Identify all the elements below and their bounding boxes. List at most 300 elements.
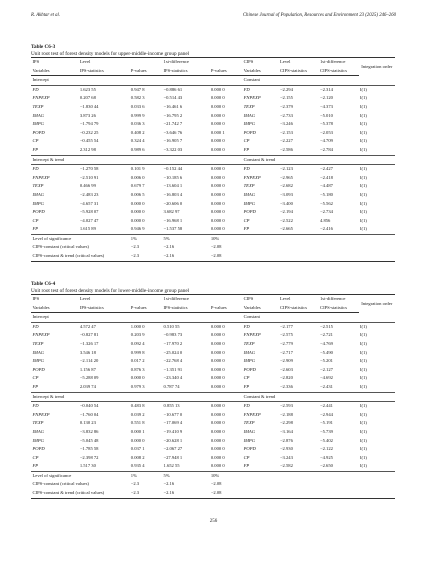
table-cell: 0.000 0 — [210, 437, 225, 443]
table-row — [31, 374, 395, 383]
table-cell: 4.572 47 — [79, 323, 96, 329]
table-cell: 4.856 — [320, 217, 331, 223]
table-cell: −2.483 23 — [79, 191, 99, 197]
table-cell: −16.803 4 — [163, 191, 183, 197]
column-header: CIPS-statistics — [319, 304, 359, 313]
table-cell: 0.000 0 — [130, 437, 145, 443]
section-label: Constant & trend — [242, 155, 395, 165]
variable-name: FP — [243, 146, 250, 152]
table-cell: −5.562 — [320, 200, 333, 206]
table-cell: −1.760 04 — [79, 411, 99, 417]
table-cell: I(1) — [360, 226, 367, 232]
variable-name: IMPG — [243, 358, 256, 364]
empty-cell — [242, 252, 395, 261]
significance-row — [31, 234, 395, 243]
variable-name: CP — [32, 375, 39, 381]
table-cell: 0.000 0 — [210, 454, 225, 460]
table-cell: −1.270 58 — [79, 166, 99, 172]
table-cell: 0.876 3 — [130, 366, 145, 372]
variable-name: TEXP — [243, 183, 255, 189]
table-cell: −5.402 — [320, 437, 333, 443]
table-cell: −2.820 — [279, 375, 293, 381]
table-cell: −2.586 — [279, 146, 293, 152]
table-cell: I(1) — [360, 454, 367, 460]
critical-value: −2.16 — [163, 490, 175, 496]
table-cell: −1.326 17 — [79, 340, 99, 346]
critical-value: −2.16 — [163, 244, 175, 250]
table-row — [31, 137, 395, 146]
table-cell: −3.322 03 — [163, 146, 183, 152]
table-cell: I(1) — [360, 86, 367, 92]
table-cell: 0.999 9 — [130, 112, 145, 118]
table-row — [31, 340, 395, 349]
table-cell: 0.006 5 — [130, 191, 145, 197]
variable-name: FD — [32, 403, 39, 409]
table-row — [31, 366, 395, 375]
section-row — [31, 155, 395, 165]
section-label: Constant — [242, 313, 395, 323]
variable-name: FNPEXP — [32, 411, 50, 417]
table-cell: 0.935 4 — [130, 463, 145, 469]
variable-name: IMAG — [243, 191, 256, 197]
table-cell: 1.000 0 — [130, 323, 145, 329]
table-row — [31, 129, 395, 138]
table-cell: −22.768 4 — [163, 358, 183, 364]
variable-name: FD — [32, 166, 39, 172]
empty-cell — [242, 243, 395, 252]
table2-caption — [31, 281, 189, 294]
table-cell: −19.410 9 — [163, 428, 183, 434]
column-header: CIPS-statistics — [278, 304, 318, 313]
variable-name: FD — [243, 323, 250, 329]
table-cell: −2.733 — [279, 112, 293, 118]
table-row — [31, 445, 395, 454]
variable-name: IMAG — [243, 112, 256, 118]
table-cell: 0.000 0 — [210, 217, 225, 223]
table1-title: Unit root test of forest density models for upper-middle-income group panel — [31, 50, 190, 57]
critical-values-label: CIPS-constant (critical values) — [32, 481, 89, 487]
column-header: 1st-difference — [163, 296, 189, 301]
table-cell: 0.947 8 — [130, 86, 145, 92]
table-cell: 0.000 0 — [210, 121, 225, 127]
variable-name: POPD — [32, 209, 45, 215]
table-cell: 0.006 0 — [130, 174, 145, 180]
significance-5pct: 5% — [162, 234, 209, 243]
variable-name: IMAG — [243, 349, 256, 355]
table-cell: 1.615 89 — [79, 226, 96, 232]
table-cell: −23.340 4 — [163, 375, 183, 381]
table-cell: −2.153 — [279, 129, 293, 135]
header-row — [31, 304, 395, 313]
table-cell: −2.336 — [279, 383, 293, 389]
table-cell: −10.677 0 — [163, 411, 183, 417]
table-cell: 0.039 2 — [130, 411, 145, 417]
table-cell: 0.000 0 — [210, 174, 225, 180]
table-cell: −3.093 — [279, 191, 293, 197]
table-row — [31, 357, 395, 366]
section-label: Intercept — [31, 313, 242, 323]
table-cell: −0.455 54 — [79, 138, 99, 144]
variable-name: FD — [32, 323, 39, 329]
critical-values-label: CIPS-constant & trend (critical values) — [32, 253, 105, 259]
table-cell: −4.487 — [320, 183, 333, 189]
column-header: P-values — [129, 304, 162, 313]
column-header: IPS — [32, 296, 40, 301]
section-label: Constant & trend — [242, 392, 395, 402]
variable-name: TEXP — [243, 420, 255, 426]
table-cell: −2.515 — [320, 323, 333, 329]
variable-name: POPD — [243, 446, 256, 452]
table-cell: −2.067 27 — [163, 446, 183, 452]
table-cell: 0.000 0 — [210, 403, 225, 409]
significance-label: Level of significance — [31, 471, 129, 480]
table-cell: −3.164 — [279, 428, 293, 434]
table-cell: 0.033 6 — [130, 103, 145, 109]
critical-value: −2.08 — [210, 244, 222, 250]
table-cell: 3.682 97 — [163, 209, 180, 215]
table-cell: 0.000 0 — [210, 332, 225, 338]
table-cell: −2.734 — [320, 209, 333, 215]
table-cell: 0.037 1 — [130, 446, 145, 452]
table-cell: −2.314 — [320, 86, 333, 92]
table-cell: −2.930 — [279, 446, 293, 452]
column-header-integration-order: Integration order — [361, 63, 393, 69]
table-cell: I(1) — [360, 95, 367, 101]
table-cell: −0.152 44 — [163, 166, 183, 172]
column-header — [209, 295, 242, 304]
table-cell: I(1) — [360, 323, 367, 329]
column-header-integration-order: Integration order — [361, 300, 393, 306]
empty-cell — [242, 480, 395, 489]
table-cell: I(1) — [360, 332, 367, 338]
variable-name: CP — [32, 217, 39, 223]
table-cell: −2.398 72 — [79, 454, 99, 460]
variable-name: FD — [243, 403, 250, 409]
table-cell: −4.373 — [320, 103, 333, 109]
table-cell: −5.045 48 — [79, 437, 99, 443]
table1-label: Table C6-3 — [31, 44, 56, 50]
table-row — [31, 191, 395, 200]
table-row — [31, 349, 395, 358]
critical-values-row — [31, 243, 395, 252]
table-cell: 1.652 55 — [163, 463, 180, 469]
critical-value: −2.08 — [210, 490, 222, 496]
variable-name: IMPG — [243, 437, 256, 443]
table-cell: −16.461 6 — [163, 103, 183, 109]
critical-value: −2.16 — [163, 481, 175, 487]
variable-name: TEXP — [32, 340, 44, 346]
table-cell: −5.288 09 — [79, 375, 99, 381]
section-label: Intercept & trend — [31, 155, 242, 165]
table-cell: 2.039 74 — [79, 383, 96, 389]
variable-name: FP — [32, 146, 39, 152]
table-cell: I(1) — [360, 411, 367, 417]
variable-name: TEXP — [243, 103, 255, 109]
table-row — [31, 411, 395, 420]
table-cell: −5.201 — [320, 358, 333, 364]
table-cell: 0.466 99 — [79, 183, 96, 189]
table-row — [31, 217, 395, 226]
table-cell: −4.657 31 — [79, 200, 99, 206]
table-cell: −2.298 — [279, 420, 293, 426]
table-cell: 0.000 0 — [210, 375, 225, 381]
table-cell: 0.036 3 — [130, 121, 145, 127]
table-cell: −3.243 — [279, 454, 293, 460]
significance-1pct: 1% — [129, 234, 162, 243]
column-header: P-values — [129, 67, 162, 76]
variable-name: POPD — [32, 366, 45, 372]
table-cell: I(1) — [360, 446, 367, 452]
table-cell: −2.418 — [320, 174, 333, 180]
table-cell: −2.965 — [279, 174, 293, 180]
table-row — [31, 383, 395, 392]
table-cell: I(1) — [360, 112, 367, 118]
table2-label: Table C6-4 — [31, 281, 56, 287]
table-cell: −1.794 79 — [79, 121, 99, 127]
variable-name: POPD — [243, 366, 256, 372]
empty-cell — [242, 234, 395, 243]
variable-name: TEXP — [32, 420, 44, 426]
table-cell: I(1) — [360, 121, 367, 127]
table-cell: 0.324 4 — [130, 138, 145, 144]
table-cell: 0.000 0 — [130, 217, 145, 223]
section-row — [31, 392, 395, 402]
table-cell: 0.000 0 — [210, 446, 225, 452]
header-journal: Chinese Journal of Population, Resources and Environment 23 (2025) 246–260 — [242, 13, 396, 18]
section-row — [31, 76, 395, 86]
table-cell: −4.709 — [320, 138, 333, 144]
table-cell: −2.522 — [279, 217, 293, 223]
column-header: CIPS-statistics — [278, 67, 318, 76]
critical-value: −2.08 — [210, 481, 222, 487]
table-cell: I(1) — [360, 146, 367, 152]
column-header: IPS-statistics — [78, 304, 129, 313]
table-cell: −2.114 20 — [79, 358, 99, 364]
column-header — [129, 295, 162, 304]
variable-name: CP — [32, 454, 39, 460]
table-cell: −13.604 1 — [163, 183, 183, 189]
variable-name: IMAG — [32, 191, 44, 197]
column-header: CIPS — [243, 296, 254, 301]
table-cell: 0.000 0 — [210, 383, 225, 389]
column-header: Variables — [31, 304, 78, 313]
table-cell: −0.514 43 — [163, 95, 183, 101]
significance-label: Level of significance — [31, 234, 129, 243]
variable-name: FNPEXP — [243, 95, 261, 101]
variable-name: FP — [32, 463, 39, 469]
table-cell: 1.156 87 — [79, 366, 96, 372]
table-cell: I(1) — [360, 191, 367, 197]
variable-name: FNPEXP — [32, 174, 50, 180]
table-cell: −25.024 0 — [163, 349, 183, 355]
variable-name: CP — [243, 138, 250, 144]
variable-name: CP — [32, 138, 39, 144]
variable-name: FP — [243, 226, 250, 232]
table2-unit-root-lower-middle — [31, 294, 395, 499]
table-cell: −2.427 — [320, 166, 333, 172]
table-cell: 0.092 4 — [130, 340, 145, 346]
column-header: IPS-statistics — [78, 67, 129, 76]
critical-values-label: CIPS-constant & trend (critical values) — [32, 490, 105, 496]
table-cell: 0.000 0 — [210, 226, 225, 232]
table-cell: −1.830 44 — [79, 103, 99, 109]
table-cell: 0.000 0 — [210, 463, 225, 469]
table-cell: −2.603 — [279, 366, 293, 372]
column-header — [129, 58, 162, 67]
column-header: P-values — [209, 67, 242, 76]
table-cell: 0.000 1 — [210, 129, 225, 135]
table-cell: I(1) — [360, 340, 367, 346]
table-cell: 0.000 0 — [210, 420, 225, 426]
critical-values-row — [31, 252, 395, 261]
critical-values-row — [31, 480, 395, 489]
table-cell: I(1) — [360, 366, 367, 372]
table-cell: −5.378 — [320, 121, 333, 127]
table-cell: −20.628 1 — [163, 437, 183, 443]
table-cell: −3.832 86 — [79, 428, 99, 434]
variable-name: FP — [32, 383, 39, 389]
table-cell: −5.739 — [320, 428, 333, 434]
table-cell: −17.970 2 — [163, 340, 183, 346]
table-cell: −2.665 — [279, 226, 293, 232]
table-row — [31, 419, 395, 428]
variable-name: IMPG — [32, 121, 44, 127]
table-cell: 0.000 0 — [210, 86, 225, 92]
table-cell: I(1) — [360, 209, 367, 215]
table-cell: −2.575 — [279, 332, 293, 338]
table-cell: 2.312 98 — [79, 146, 96, 152]
table-cell: 0.551 8 — [130, 420, 145, 426]
table-cell: −16.905 7 — [163, 138, 183, 144]
table-cell: −2.721 — [320, 332, 333, 338]
table-cell: I(1) — [360, 358, 367, 364]
table-cell: 0.510 55 — [163, 323, 180, 329]
table-row — [31, 225, 395, 234]
table-cell: 0.000 0 — [210, 191, 225, 197]
critical-value: −2.16 — [163, 253, 175, 259]
table1-unit-root-upper-middle — [31, 57, 395, 262]
table-row — [31, 402, 395, 411]
table-cell: 0.483 8 — [130, 403, 145, 409]
critical-value: −2.3 — [130, 481, 140, 487]
table-cell: −2.944 — [320, 411, 333, 417]
variable-name: FD — [243, 166, 250, 172]
table-row — [31, 462, 395, 471]
column-header: Level — [279, 296, 291, 301]
table-cell: −0.232 25 — [79, 129, 99, 135]
column-header: Level — [279, 59, 291, 64]
table-cell: 0.000 0 — [210, 411, 225, 417]
table-cell: −0.040 54 — [79, 403, 99, 409]
section-label: Constant — [242, 76, 395, 86]
table-cell: −2.194 — [279, 209, 293, 215]
variable-name: CP — [243, 217, 250, 223]
table-cell: 0.979 3 — [130, 383, 145, 389]
variable-name: FP — [243, 463, 250, 469]
column-header: IPS-statistics — [162, 67, 209, 76]
table-cell: −2.779 — [279, 340, 293, 346]
significance-1pct: 1% — [129, 471, 162, 480]
table-cell: I(1) — [360, 428, 367, 434]
column-header: P-values — [209, 304, 242, 313]
table-cell: −1.537 58 — [163, 226, 183, 232]
variable-name: IMPG — [243, 121, 256, 127]
column-header: Variables — [31, 67, 78, 76]
section-label: Intercept — [31, 76, 242, 86]
table-cell: I(1) — [360, 463, 367, 469]
table-cell: I(1) — [360, 200, 367, 206]
variable-name: POPD — [32, 446, 45, 452]
variable-name: IMPG — [32, 437, 44, 443]
table-cell: −2.510 91 — [79, 174, 99, 180]
table-cell: 1.517 30 — [79, 463, 96, 469]
table-cell: −4.925 — [320, 454, 333, 460]
table-cell: −10.185 6 — [163, 174, 183, 180]
table-cell: −2.582 — [279, 463, 293, 469]
column-header: CIPS — [243, 59, 254, 64]
table-cell: −0.827 81 — [79, 332, 99, 338]
table-cell: I(1) — [360, 349, 367, 355]
table-cell: 0.000 0 — [210, 166, 225, 172]
table-cell: −27.948 1 — [163, 454, 183, 460]
table-row — [31, 322, 395, 331]
table-cell: −2.593 — [279, 403, 293, 409]
table-cell: −5.191 — [320, 420, 333, 426]
variable-name: TEXP — [243, 340, 255, 346]
variable-name: IMAG — [243, 428, 256, 434]
table-cell: −17.069 4 — [163, 420, 183, 426]
column-header: CIPS-statistics — [319, 67, 359, 76]
header-authors: R. Akhtar et al. — [31, 13, 61, 18]
table-cell: −2.784 — [320, 146, 333, 152]
table-cell: 0.679 7 — [130, 183, 145, 189]
variable-name: FNPEXP — [243, 332, 261, 338]
table-row — [31, 165, 395, 174]
critical-values-label: CIPS-constant (critical values) — [32, 244, 89, 250]
table-cell: −2.441 — [320, 403, 333, 409]
table-cell: I(1) — [360, 217, 367, 223]
column-header: Variables — [242, 67, 278, 76]
table-cell: −0.983 73 — [163, 332, 183, 338]
table-cell: 0.000 0 — [210, 349, 225, 355]
table-cell: −2.379 — [279, 103, 293, 109]
variable-name: IMPG — [32, 200, 44, 206]
variable-name: FD — [243, 86, 250, 92]
table-cell: 0.000 0 — [210, 146, 225, 152]
table-cell: −2.909 — [279, 358, 293, 364]
table-cell: −2.650 — [320, 463, 333, 469]
variable-name: IMPG — [32, 358, 44, 364]
table-cell: 0.000 0 — [130, 209, 145, 215]
table-cell: −2.717 — [279, 349, 293, 355]
table-row — [31, 174, 395, 183]
variable-name: FNPEXP — [32, 332, 50, 338]
table-cell: 0.408 2 — [130, 129, 145, 135]
table-cell: −4.027 47 — [79, 217, 99, 223]
column-header: IPS-statistics — [162, 304, 209, 313]
table-cell: −3.646 76 — [163, 129, 183, 135]
page-number: 256 — [209, 519, 218, 524]
table-cell: −2.120 — [320, 95, 333, 101]
table-cell: 0.008 2 — [130, 454, 145, 460]
table-cell: −16.968 1 — [163, 217, 183, 223]
variable-name: TEXP — [32, 103, 44, 109]
table-cell: −4.769 — [320, 340, 333, 346]
table-cell: −1.351 91 — [163, 366, 183, 372]
table-row — [31, 103, 395, 112]
table-row — [31, 428, 395, 437]
empty-cell — [242, 489, 395, 498]
